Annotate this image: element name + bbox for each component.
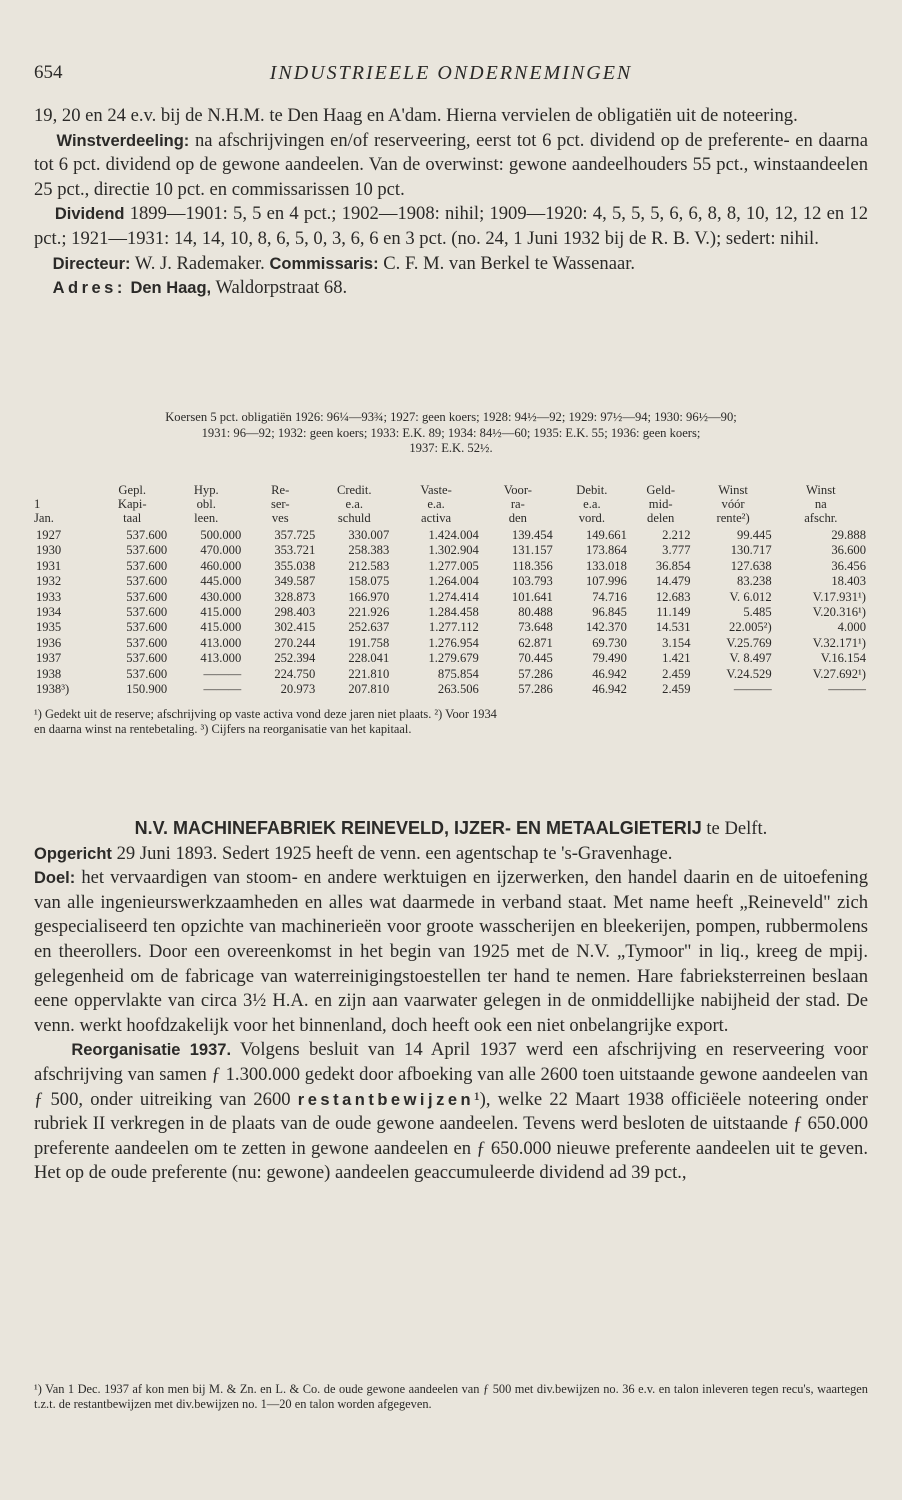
table-header-cell: afschr.	[804, 511, 838, 525]
table-cell: 62.871	[518, 635, 553, 650]
company-title	[34, 816, 868, 842]
table-footnote-2: en daarna winst na rentebetaling. ³) Cijfers na reorganisatie van het kapitaal.	[34, 722, 412, 737]
table-cell: 127.638	[730, 558, 772, 573]
table-cell: 166.970	[348, 589, 390, 604]
table-cell: 69.730	[592, 635, 627, 650]
table-cell: 537.600	[126, 528, 168, 542]
commissaris-label: Commissaris:	[269, 254, 379, 273]
table-cell: 1.264.004	[428, 574, 479, 589]
reorganisatie-text-a: Volgens besluit van 14 April 1937 werd een afschrijving en reserveering voor afschrijving van samen ƒ 1.300.000 gedekt door afboeking van alle 2600 toen uitstaande gewone aandeelen van ƒ 500, onder uitreiking van 2600	[34, 1039, 869, 1110]
table-cell: 252.637	[348, 620, 390, 635]
table-cell: 14.531	[655, 620, 691, 635]
table-cell: 3.777	[662, 543, 691, 558]
table-cell: 103.793	[511, 574, 553, 589]
table-cell: 537.600	[126, 651, 168, 666]
table-cell: 328.873	[274, 589, 316, 604]
table-year-cell: 1936	[36, 635, 62, 650]
table-cell: V. 8.497	[729, 651, 772, 666]
table-cell: 36.600	[831, 543, 866, 558]
table-cell: 537.600	[126, 605, 168, 620]
table-row	[34, 605, 868, 620]
table-header-cell: activa	[421, 511, 452, 525]
table-cell: 357.725	[274, 528, 316, 542]
table-cell: ———	[203, 682, 242, 697]
table-cell: 270.244	[274, 635, 316, 650]
table-cell: 355.038	[274, 558, 316, 573]
adres-city: Den Haag,	[125, 279, 212, 298]
table-header-cell: Kapi-	[117, 497, 147, 511]
table-row	[34, 682, 868, 697]
dividend-paragraph	[34, 202, 868, 251]
opgericht-label: Opgericht	[34, 844, 112, 863]
table-cell: 99.445	[737, 528, 772, 542]
table-cell: 349.587	[274, 574, 316, 589]
company-name: N.V. MACHINEFABRIEK REINEVELD, IJZER- EN METAALGIETERIJ	[134, 818, 702, 838]
table-cell: 29.888	[831, 528, 866, 542]
table-cell: 258.383	[348, 543, 390, 558]
table-cell: 1.424.004	[428, 528, 479, 542]
commissaris-text: C. F. M. van Berkel te Wassenaar.	[378, 252, 636, 274]
table-cell: 1.277.005	[428, 558, 479, 573]
table-header-cell: schuld	[337, 511, 371, 525]
table-header-cell: ra-	[510, 497, 525, 511]
table-cell: 1.284.458	[428, 605, 479, 620]
table-cell: 70.445	[518, 651, 553, 666]
page-footnote: ¹) Van 1 Dec. 1937 af kon men bij M. & Zn. en L. & Co. de oude gewone aandeelen van ƒ 500 met div.bewijzen no. 36 e.v. en talon inleveren tegen recu's, waartegen t.z.t. de restantbewijzen met div.bewijzen no. 1—20 en talon worden afgegeven.	[34, 1382, 868, 1411]
table-cell: 415.000	[200, 605, 242, 620]
table-cell: 96.845	[592, 605, 627, 620]
table-header-cell: Jan.	[34, 511, 54, 525]
table-cell: 3.154	[662, 635, 691, 650]
table-header-cell: Debit.	[576, 483, 608, 497]
running-title: INDUSTRIEELE ONDERNEMINGEN	[269, 62, 633, 84]
intro-block	[34, 104, 868, 301]
table-cell: 413.000	[200, 651, 242, 666]
dividend-label: Dividend	[54, 205, 125, 224]
table-header-cell: na	[814, 497, 827, 511]
table-cell: 1.302.904	[428, 543, 479, 558]
adres-label: Adres:	[52, 279, 126, 298]
table-header-cell: vord.	[578, 511, 605, 525]
table-cell: 80.488	[518, 605, 553, 620]
table-year-cell: 1934	[36, 605, 62, 620]
table-cell: 537.600	[126, 635, 168, 650]
table-cell: 2.212	[662, 528, 691, 542]
table-header-cell: 1	[34, 497, 41, 511]
reineveld-section	[34, 816, 868, 1186]
table-cell: 430.000	[200, 589, 242, 604]
dividend-text: 1899—1901: 5, 5 en 4 pct.; 1902—1908: nihil; 1909—1920: 4, 5, 5, 5, 6, 6, 8, 8, 10, 12, 12 en 12 pct.; 1921—1931: 14, 14, 10, 8, 6, 5, 0, 3, 6, 6 en 3 pct. (no. 24, 1 Juni 1932 bij de R. B. V.); sedert: nihil.	[34, 203, 868, 249]
opgericht-paragraph	[34, 842, 868, 867]
table-cell: 875.854	[437, 666, 479, 681]
table-cell: 142.370	[585, 620, 627, 635]
table-cell: 537.600	[126, 666, 168, 681]
table-year-cell: 1935	[36, 620, 62, 635]
table-cell: 228.041	[348, 651, 390, 666]
table-cell: 14.479	[655, 574, 691, 589]
table-cell: 224.750	[274, 666, 316, 681]
doel-label: Doel:	[34, 869, 76, 888]
table-header-cell: Voor-	[503, 483, 532, 497]
table-cell: 537.600	[126, 589, 168, 604]
table-row	[34, 667, 868, 682]
table-year-cell: 1938	[36, 666, 62, 681]
table-cell: 460.000	[200, 558, 242, 573]
table-row	[34, 636, 868, 651]
doel-paragraph	[34, 866, 868, 1038]
table-cell: 118.356	[512, 558, 553, 573]
table-cell: 107.996	[585, 574, 627, 589]
doel-text: het vervaardigen van stoom- en andere werktuigen en ijzerwerken, den handel daarin en de uitoefening van alle ingenieurswerkzaamheden en alles wat daarmede in verband staat. Met name heeft „Reineveld" zich gespecialiseerd ten opzichte van machinerieën voor groote wasscherijen en bleekerijen, pompen, rubbermolens en theerollers. Door een overeenkomst in het begin van 1925 met de N.V. „Tymoor" in liq., kreeg de mpij. gelegenheid om de fabricage van waterreinigingstoestellen ter hand te nemen. Hare fabrieksterreinen beslaan eene oppervlakte van circa 3½ H.A. en zijn aan vaarwater gelegen in de onmiddellijke nabijheid der stad. De venn. werkt hoofdzakelijk voor het binnenland, doch heeft ook een niet onbelangrijke export.	[34, 867, 868, 1036]
table-cell: V.17.931¹)	[812, 589, 866, 604]
reorganisatie-label: Reorganisatie 1937.	[71, 1041, 232, 1060]
table-cell: 133.018	[585, 558, 627, 573]
table-cell: V.24.529	[726, 666, 772, 681]
table-cell: 2.459	[662, 666, 691, 681]
table-cell: 353.721	[274, 543, 316, 558]
table-cell: 1.279.679	[428, 651, 479, 666]
winstverdeeling-label: Winstverdeeling:	[56, 131, 190, 150]
financial-table	[34, 483, 868, 697]
table-cell: 139.454	[511, 528, 553, 542]
table-cell: 11.149	[656, 605, 691, 620]
table-cell: 36.854	[655, 558, 691, 573]
table-header-cell: ves	[271, 511, 289, 525]
table-cell: 79.490	[592, 651, 627, 666]
table-cell: 22.005²)	[729, 620, 772, 635]
table-year-cell: 1927	[36, 528, 62, 542]
table-cell: 46.942	[592, 682, 627, 697]
table-header-cell: Winst	[718, 483, 748, 497]
table-header-cell: Re-	[271, 483, 290, 497]
table-header-cell: den	[508, 511, 527, 525]
intro-paragraph: 19, 20 en 24 e.v. bij de N.H.M. te Den Haag en A'dam. Hierna vervielen de obligatiën uit de noteering.	[34, 105, 798, 126]
table-cell: 500.000	[200, 528, 242, 542]
table-cell: 46.942	[592, 666, 627, 681]
company-place: te Delft.	[701, 818, 768, 839]
reorganisatie-text-b: ¹), welke 22 Maart 1938 officiëele noteering onder rubriek II verkregen in de plaats van de oude gewone aandeelen. Tevens werd besloten de uitstaande ƒ 650.000 preferente aandeelen om te zetten in gewone aandeelen en ƒ 650.000 nieuwe preferente aandeelen uit te geven. Het op de oude preferente (nu: gewone) aandeelen geaccumuleerde dividend ad 39 pct.,	[34, 1088, 868, 1184]
table-cell: 150.900	[126, 682, 168, 697]
table-row	[34, 620, 868, 635]
table-header-cell	[34, 483, 95, 497]
directeur-text: W. J. Rademaker.	[130, 252, 270, 274]
table-header-cell: taal	[123, 511, 142, 525]
table-year-cell: 1932	[36, 574, 62, 589]
opgericht-text: 29 Juni 1893. Sedert 1925 heeft de venn. een agentschap te 's-Gravenhage.	[111, 842, 673, 864]
table-row	[34, 528, 868, 543]
table-cell: 18.403	[831, 574, 866, 589]
table-cell: 2.459	[662, 682, 691, 697]
table-cell: 130.717	[730, 543, 772, 558]
table-cell: 470.000	[200, 543, 242, 558]
table-cell: 83.238	[737, 574, 772, 589]
table-cell: 221.810	[348, 666, 390, 681]
table-header-cell: e.a.	[345, 497, 364, 511]
table-cell: 149.661	[585, 528, 627, 542]
table-header-cell: mid-	[648, 497, 673, 511]
table-header-cell: Geld-	[646, 483, 676, 497]
table-cell: 302.415	[274, 620, 316, 635]
table-cell: V.25.769	[726, 635, 772, 650]
table-cell: 415.000	[200, 620, 242, 635]
table-cell: 537.600	[126, 543, 168, 558]
table-cell: 252.394	[274, 651, 316, 666]
page-footnote-block	[34, 1382, 868, 1412]
table-cell: 537.600	[126, 558, 168, 573]
page-header	[32, 62, 870, 88]
table-cell: 57.286	[518, 666, 553, 681]
table-header-cell: obl.	[196, 497, 216, 511]
table-header-cell: leen.	[194, 511, 219, 525]
table-cell: 207.810	[348, 682, 390, 697]
table-year-cell: 1938³)	[36, 682, 70, 697]
table-cell: 212.583	[348, 558, 390, 573]
table-cell: V. 6.012	[729, 589, 772, 604]
koersen-line-2: 1931: 96—92; 1932: geen koers; 1933: E.K. 89; 1934: 84½—60; 1935: E.K. 55; 1936: geen koers;	[201, 425, 701, 440]
table-cell: 298.403	[274, 605, 316, 620]
restantbewijzen-term: restantbewijzen	[297, 1090, 475, 1109]
table-cell: V.32.171¹)	[812, 635, 866, 650]
table-cell: V.27.692¹)	[812, 666, 866, 681]
table-header-cell: Vaste-	[420, 483, 452, 497]
table-cell: 36.456	[831, 558, 866, 573]
koersen-block	[34, 410, 868, 457]
table-cell: 221.926	[348, 605, 390, 620]
koersen-line-1: Koersen 5 pct. obligatiën 1926: 96¼—93¾; 1927: geen koers; 1928: 94½—92; 1929: 97½—94; 1930: 96½—90;	[165, 410, 737, 424]
table-cell: 73.648	[518, 620, 553, 635]
table-header-cell: Credit.	[336, 483, 372, 497]
table-row	[34, 559, 868, 574]
koersen-line-3: 1937: E.K. 52½.	[409, 441, 493, 455]
table-cell: 537.600	[126, 620, 168, 635]
table-cell: 173.864	[585, 543, 627, 558]
table-cell: 445.000	[200, 574, 242, 589]
winstverdeeling-text: na afschrijvingen en/of reserveering, eerst tot 6 pct. dividend op de preferente- en daarna tot 6 pct. dividend op de gewone aandeelen. Van de overwinst: gewone aandeelhouders 55 pct., winstaandeelen 25 pct., directie 10 pct. en commissarissen 10 pct.	[34, 129, 868, 200]
table-cell: 1.276.954	[428, 635, 479, 650]
directeur-label: Directeur:	[52, 254, 131, 273]
table-cell: 1.421	[662, 651, 691, 666]
table-header-cell: Winst	[806, 483, 836, 497]
adres-paragraph	[34, 276, 868, 301]
table-row	[34, 651, 868, 666]
table-footnote-1: ¹) Gedekt uit de reserve; afschrijving op vaste activa vond deze jaren niet plaats. ²) Voor 1934	[34, 707, 497, 722]
winstverdeeling-paragraph	[34, 129, 868, 203]
table-cell: 191.758	[348, 635, 390, 650]
table-year-cell: 1937	[36, 651, 62, 666]
table-year-cell: 1933	[36, 589, 62, 604]
table-row	[34, 574, 868, 589]
table-header-cell: rente²)	[716, 511, 750, 525]
table-cell: 1.277.112	[428, 620, 479, 635]
directeur-paragraph	[34, 252, 868, 277]
reorganisatie-paragraph	[34, 1038, 868, 1186]
table-cell: 101.641	[511, 589, 553, 604]
table-cell: V.16.154	[820, 651, 866, 666]
table-header-cell: Hyp.	[193, 483, 219, 497]
table-header-cell: e.a.	[427, 497, 445, 511]
financial-table-block	[34, 483, 868, 737]
table-header-cell: delen	[647, 511, 675, 525]
table-cell: 5.485	[743, 605, 772, 620]
table-cell: 537.600	[126, 574, 168, 589]
table-cell: 4.000	[837, 620, 866, 635]
table-year-cell: 1931	[36, 558, 62, 573]
table-cell: 12.683	[655, 589, 691, 604]
table-row	[34, 543, 868, 558]
table-header-cell: Gepl.	[118, 483, 147, 497]
table-cell: V.20.316¹)	[812, 605, 866, 620]
table-cell: 20.973	[280, 682, 316, 697]
page-number: 654	[34, 62, 63, 83]
table-cell: 330.007	[348, 528, 390, 542]
table-cell: ———	[733, 682, 772, 697]
table-header-cell: ser-	[270, 497, 290, 511]
table-cell: ———	[828, 682, 866, 697]
table-cell: 263.506	[437, 682, 479, 697]
table-cell: 74.716	[592, 589, 627, 604]
table-header-cell: e.a.	[583, 497, 601, 511]
table-cell: ———	[203, 666, 242, 681]
table-cell: 57.286	[518, 682, 553, 697]
table-cell: 131.157	[511, 543, 553, 558]
table-cell: 413.000	[200, 635, 242, 650]
table-cell: 1.274.414	[428, 589, 479, 604]
table-header-cell: vóór	[721, 497, 745, 511]
table-cell: 158.075	[348, 574, 390, 589]
adres-text: Waldorpstraat 68.	[211, 277, 348, 299]
table-row	[34, 590, 868, 605]
table-year-cell: 1930	[36, 543, 62, 558]
